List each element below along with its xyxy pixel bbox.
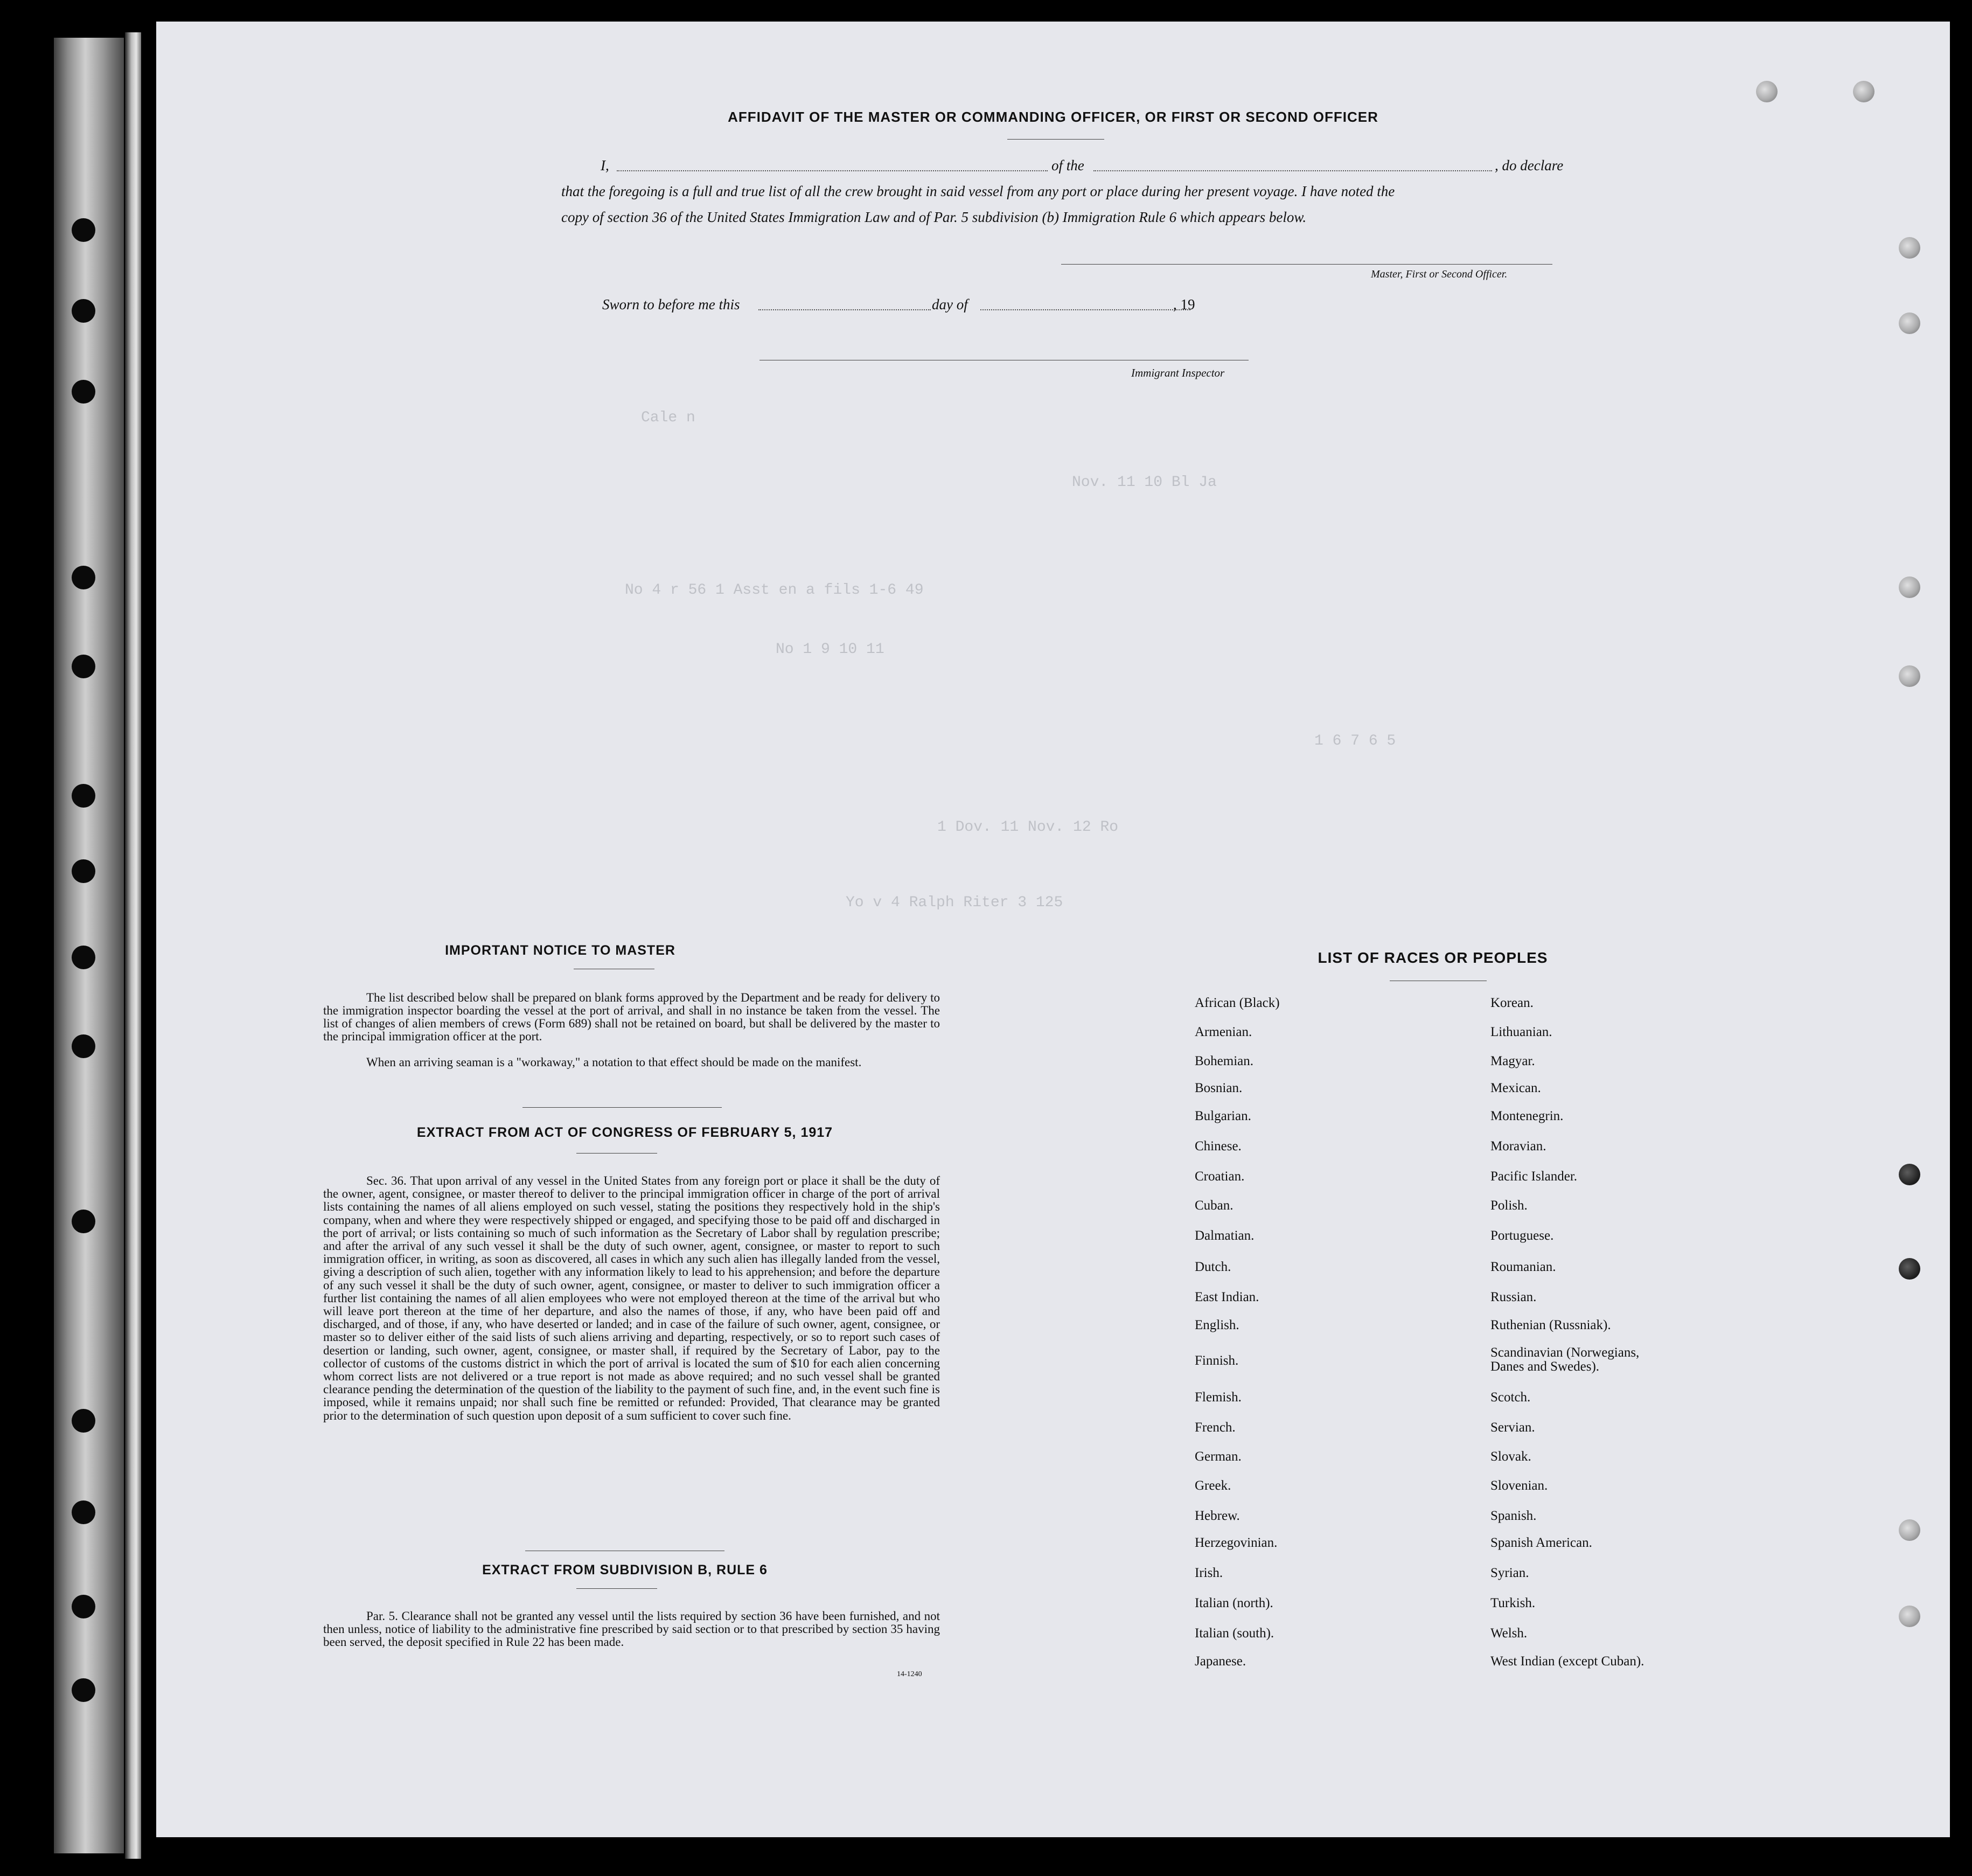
section-36-text: Sec. 36. That upon arrival of any vessel in the United States from any foreign port or place it shall be the duty of the owner, agent, consignee, or master thereof to deliver to the principal immigration officer in charge of the port of arrival lists containing the names of all aliens employed on such vessel, stating the positions they respectively hold in the ship's company, when and where they were respectively shipped or engaged, and specifying those to be paid off and discharged in the port of arrival; or lists containing so much of such information as the Secretary of Labor shall by regulation prescribe; and after the arrival of any such vessel it shall be the duty of such owner, agent, consignee, or master to report to such immigration officer, in writing, as soon as discovered, all cases in which any such alien has illegally landed from the vessel, giving a description of such alien, together with any information likely to lead to his apprehension; and before the departure of any such vessel it shall be the duty of such owner, agent, consignee, or master to deliver to such immigration officer a further list containing the names of all alien employees who were not employed thereon at the time of the arrival but who will leave port thereon at the time of her departure, and also the names of those, if any, who have been paid off and discharged, and of those, if any, who have deserted or landed; and in case of the failure of such owner, agent, consignee, or master so to deliver either of the said lists of such aliens arriving and departing, respectively, or so to report such cases of desertion or landing, such owner, agent, consignee, or master shall, if required by the Secretary of Labor, pay to the collector of customs of the customs district in which the port of arrival is located the sum of $10 for each alien concerning whom correct lists are not delivered or a true report is not made as above required; and no such vessel shall be granted clearance pending the determination of the question of the liability to the payment of such fine, and, in the event such fine is imposed, while it remains unpaid; nor shall such fine be remitted or refunded: Provided, That clearance may be granted prior to the determination of such question upon deposit of a sum sufficient to cover such fine. — [323, 1174, 940, 1422]
race-item: Syrian. — [1490, 1566, 1529, 1580]
affidavit-line-2: that the foregoing is a full and true list of all the crew brought in said vessel from any port or place during her present voyage. I have noted the — [561, 183, 1395, 199]
affidavit-line-3: copy of section 36 of the United States Immigration Law and of Par. 5 subdivision (b) Immigration Rule 6 which appears below. — [561, 209, 1307, 225]
race-item: Flemish. — [1195, 1390, 1242, 1405]
race-item: Finnish. — [1195, 1353, 1239, 1368]
affidavit-title: AFFIDAVIT OF THE MASTER OR COMMANDING OFFICER, OR FIRST OR SECOND OFFICER — [728, 109, 1378, 125]
act-extract-title: EXTRACT FROM ACT OF CONGRESS OF FEBRUARY 5, 1917 — [416, 1125, 833, 1140]
race-item: Herzegovinian. — [1195, 1535, 1278, 1550]
sworn-label: Sworn to before me this — [602, 296, 740, 312]
race-item: Chinese. — [1195, 1139, 1242, 1154]
rule-extract-title: EXTRACT FROM SUBDIVISION B, RULE 6 — [482, 1562, 768, 1578]
race-item: Welsh. — [1490, 1626, 1528, 1641]
race-item: Greek. — [1195, 1478, 1231, 1493]
binding-hole — [72, 566, 95, 589]
race-item: Italian (south). — [1195, 1626, 1274, 1641]
bleed-through-text: 1 6 7 6 5 — [1314, 733, 1396, 749]
binding-hole — [72, 859, 95, 883]
notice-title: IMPORTANT NOTICE TO MASTER — [445, 943, 675, 958]
form-number: 14-1240 — [897, 1670, 922, 1678]
binding-hole — [72, 380, 95, 404]
race-item: Croatian. — [1195, 1169, 1245, 1184]
race-item: Scotch. — [1490, 1390, 1531, 1405]
affidavit-i: I, — [601, 157, 609, 173]
race-item: Bohemian. — [1195, 1054, 1254, 1068]
punch-hole — [1756, 81, 1778, 102]
race-item: Irish. — [1195, 1566, 1223, 1580]
race-item: French. — [1195, 1420, 1236, 1435]
race-item: Portuguese. — [1490, 1228, 1554, 1243]
rule-paragraph: Par. 5. Clearance shall not be granted any vessel until the lists required by section 36 have been furnished, and not then unless, notice of liability to the administrative fine prescribed by said section or to that prescribed by section 35 having been served, the deposit specified in Rule 22 has been made. — [323, 1609, 940, 1649]
document-page — [156, 22, 1950, 1837]
race-item: Pacific Islander. — [1490, 1169, 1578, 1184]
punch-hole — [1899, 1164, 1920, 1185]
race-item: Ruthenian (Russniak). — [1490, 1318, 1611, 1332]
binding-hole — [72, 1595, 95, 1618]
race-item: Montenegrin. — [1490, 1109, 1564, 1123]
vessel-name-line[interactable] — [1093, 170, 1492, 171]
bleed-through-text: Cale n — [641, 409, 695, 426]
race-item: Russian. — [1490, 1290, 1537, 1304]
section-rule — [522, 1107, 722, 1108]
race-item: African (Black) — [1195, 996, 1280, 1010]
binding-hole — [72, 1678, 95, 1702]
punch-hole — [1899, 576, 1920, 598]
race-item: Polish. — [1490, 1198, 1528, 1213]
race-item: Servian. — [1490, 1420, 1535, 1435]
affidavit-of-the: of the — [1051, 157, 1084, 173]
race-item: English. — [1195, 1318, 1239, 1332]
punch-hole — [1899, 312, 1920, 334]
binding-hole — [72, 218, 95, 242]
race-item: Turkish. — [1490, 1596, 1536, 1610]
bleed-through-text: 1 Dov. 11 Nov. 12 Ro — [937, 819, 1119, 836]
binding-hole — [72, 299, 95, 323]
section-rule — [576, 1588, 657, 1589]
race-item: Bulgarian. — [1195, 1109, 1251, 1123]
sworn-day-line[interactable] — [758, 309, 931, 310]
binding-hole — [72, 655, 95, 678]
race-item: Bosnian. — [1195, 1081, 1243, 1095]
binding-hole — [72, 784, 95, 808]
binding-hole — [72, 1409, 95, 1433]
signature-line[interactable] — [1061, 264, 1552, 265]
binding-hole — [72, 946, 95, 969]
day-of-label: day of — [932, 296, 968, 312]
year-label: , 19 — [1173, 296, 1195, 312]
race-item: Slovenian. — [1490, 1478, 1548, 1493]
notice-paragraph-2: When an arriving seaman is a "workaway," a notation to that effect should be made on the manifest. — [366, 1055, 862, 1069]
punch-hole — [1899, 237, 1920, 259]
race-item: Slovak. — [1490, 1449, 1531, 1464]
inspector-caption: Immigrant Inspector — [1131, 366, 1225, 379]
race-item: Dutch. — [1195, 1260, 1231, 1274]
race-item: West Indian (except Cuban). — [1490, 1654, 1645, 1669]
binding-hole — [72, 1210, 95, 1233]
title-rule — [1007, 139, 1104, 140]
section-rule — [576, 1153, 657, 1154]
punch-hole — [1899, 1258, 1920, 1280]
race-item: East Indian. — [1195, 1290, 1259, 1304]
race-item: Armenian. — [1195, 1025, 1252, 1039]
race-item: Spanish. — [1490, 1509, 1537, 1523]
binding-hole — [72, 1500, 95, 1524]
punch-hole — [1899, 1606, 1920, 1627]
bleed-through-text: Nov. 11 10 Bl Ja — [1072, 474, 1217, 491]
race-item: German. — [1195, 1449, 1242, 1464]
notice-paragraph-1: The list described below shall be prepared on blank forms approved by the Department and be ready for delivery to the immigration inspector boarding the vessel at the port of arrival, and shall in no instance be taken from the vessel. The list of changes of alien members of crews (Form 689) shall not be retained on board, but shall be delivered by the master to the principal immigration officer at the port. — [323, 991, 940, 1043]
race-item: Hebrew. — [1195, 1509, 1240, 1523]
race-item: Dalmatian. — [1195, 1228, 1255, 1243]
race-item: Japanese. — [1195, 1654, 1246, 1669]
bleed-through-text: Yo v 4 Ralph Riter 3 125 — [846, 894, 1063, 911]
bleed-through-text: No 1 9 10 11 — [776, 641, 884, 658]
race-item: Roumanian. — [1490, 1260, 1556, 1274]
race-item: Lithuanian. — [1490, 1025, 1552, 1039]
affidavit-declare: , do declare — [1495, 157, 1564, 173]
punch-hole — [1853, 81, 1875, 102]
master-name-line[interactable] — [617, 170, 1048, 171]
race-item: Mexican. — [1490, 1081, 1541, 1095]
race-item: Moravian. — [1490, 1139, 1546, 1154]
binding-hole — [72, 1034, 95, 1058]
race-item: Cuban. — [1195, 1198, 1234, 1213]
binding-edge — [125, 32, 141, 1859]
sworn-month-line[interactable] — [980, 309, 1190, 310]
punch-hole — [1899, 665, 1920, 687]
master-signature-caption: Master, First or Second Officer. — [1371, 268, 1508, 280]
race-item: Korean. — [1490, 996, 1534, 1010]
race-item: Spanish American. — [1490, 1535, 1592, 1550]
race-item: Magyar. — [1490, 1054, 1535, 1068]
races-title: LIST OF RACES OR PEOPLES — [1318, 949, 1548, 966]
punch-hole — [1899, 1519, 1920, 1541]
bleed-through-text: No 4 r 56 1 Asst en a fils 1-6 49 — [625, 582, 924, 599]
race-item: Scandinavian (Norwegians, Danes and Swedes). — [1490, 1345, 1640, 1374]
race-item: Italian (north). — [1195, 1596, 1273, 1610]
